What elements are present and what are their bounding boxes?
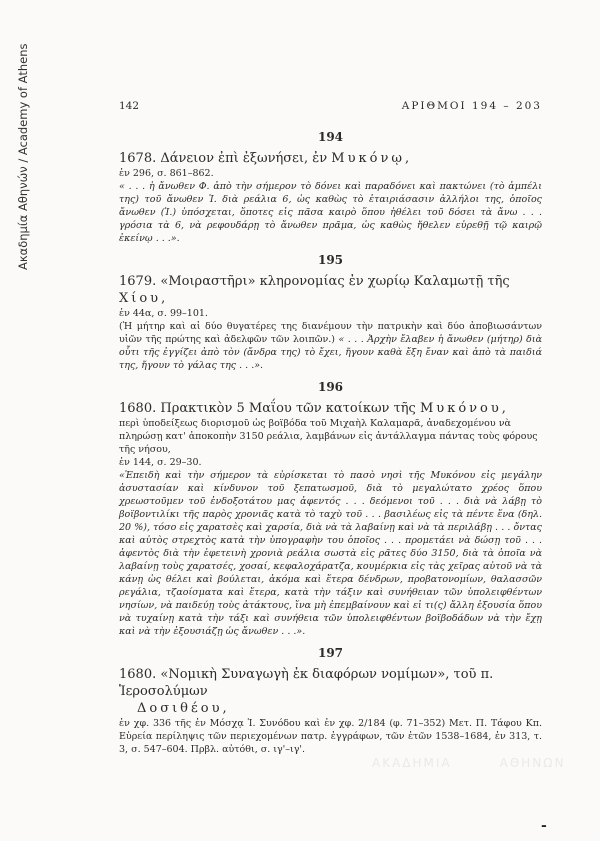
entry-title bbox=[119, 666, 542, 700]
entry-195 bbox=[119, 253, 542, 372]
entry-194 bbox=[119, 130, 542, 245]
section-number: 196 bbox=[317, 380, 344, 394]
entry-number: 1679. bbox=[119, 274, 157, 289]
entry-reference: ἐν 44α, σ. 99–101. bbox=[119, 308, 208, 319]
entry-197 bbox=[119, 646, 542, 756]
page-header bbox=[119, 100, 542, 114]
running-title: ΑΡΙΘΜΟΙ 194 – 203 bbox=[401, 100, 542, 112]
entry-reference: ἐν 296, σ. 861–862. bbox=[119, 168, 214, 179]
entry-quote: « . . . Ἀρχὴν ἔλαβεν ἡ ἄνωθεν (μήτηρ) διὰ οὗτι τῆς ἐγγίζει ἀπὸ τὸν (ἄνδρα της) τὸ ἔχει, ἤγουν καθὰ ἔξη ἔναν καὶ ἀπὸ τὰ παιδιά της, ἤγουν τὸ γάλας της . . .». bbox=[119, 334, 542, 371]
entry-title bbox=[119, 400, 542, 417]
entry-title-text: «Νομικὴ Συναγωγὴ ἐκ διαφόρων νομίμων», τοῦ π. Ἱεροσολύμων bbox=[119, 667, 494, 699]
entry-number: 1678. bbox=[119, 151, 157, 166]
page-content bbox=[119, 122, 542, 760]
archive-side-label bbox=[2, 42, 30, 272]
entry-title-text: «Μοιραστῆρι» κληρονομίας ἐν χωρίῳ Καλαμωτῇ τῆς bbox=[160, 274, 510, 289]
entry-note-text: (Ἡ μήτηρ καὶ αἱ δύο θυγατέρες της διανέμουν τὴν πατρικὴν καὶ δύο ἀποβιωσάντων υἱῶν τῆς πρώτης καὶ ἀδελφῶν τῶν λοιπῶν.) bbox=[119, 321, 542, 345]
footer-mark: - bbox=[541, 818, 547, 834]
entry-place: Χίου, bbox=[119, 291, 169, 306]
entry-title-continuation bbox=[119, 700, 542, 717]
entry-note bbox=[119, 320, 542, 372]
entry-place: Μυκόνου, bbox=[419, 401, 509, 416]
entry-quote: «Ἐπειδὴ καὶ τὴν σήμερον τὰ εὑρίσκεται τὸ πασὸ νησὶ τῆς Μυκόνου εἰς μεγάλην ἀσυστασίαν καὶ κίνδυνον τοῦ ξεπατωσμοῦ, διὰ τὸ μεγαλώτατο χρέος ὅπου χρεωστοῦμεν τοῦ ἐνδοξοτάτου μας ἀφεντός . . . δεόμενοι τοῦ . . . διὰ νὰ λάβῃ τὸ βοϊβοντιλίκι τῆς παρὸς χρονιᾶς κατὰ τὸ ταχὺ τοῦ . . . βασιλέως εἰς τὰ πέντε ἕνα (δηλ. 20 %), τόσο εἰς χαρατσὲς καὶ χαρσία, διὰ νὰ τὰ λαβαίνῃ καὶ νὰ τὰ περιλάβῃ . . . ὄντας καὶ αὐτὸς στρεχτὸς κατὰ τὴν ὑπογραφὴν του ὁποῖος . . . προμετάει νὰ δώσῃ τοῦ . . . ἀφεντὸς διὰ τὴν ἐφετεινὴ χρονιὰ ρεάλια σωστὰ εἰς ρᾶτες δύο 3150, διὰ τὰ ὁποῖα νὰ λαβαίνῃ τοὺς χαρατσές, χοσαί, κεφαλοχάρατζα, κουμέρκια εἰς τὰς χεῖρας αὐτοῦ νὰ τὰ κάνῃ ὡς θέλει καὶ βούλεται, ἀκόμα καὶ ἕτερα δένδρων, προβατονομίων, θαλασσῶν ρεγάλια, τζαοίσματα καὶ ἕτερα, κατὰ τὴν τάξιν καὶ συνήθειαν τῶν ὑπολειφθέντων νησίων, νὰ παιδεύῃ τοὺς ἀτάκτους, ἵνα μὴ ἐπεμβαίνουν καὶ εἰ τι(ς) ἄλλη ἐξουσία ὅπου νὰ τυχαίνῃ κατὰ τὴν τάξι καὶ συνήθεια τῶν ὑπολειφθέντων βοϊβοδάδων νὰ τὴν ἔχῃ καὶ νὰ τὴν ἐξουσιάζῃ ὡς ἄνωθεν . . .». bbox=[119, 470, 542, 637]
watermark-left: ΑΚΑΔΗΜΙΑ bbox=[372, 756, 452, 770]
entry-title bbox=[119, 150, 542, 167]
section-number: 197 bbox=[317, 646, 344, 660]
entry-reference: ἐν 144, σ. 29–30. bbox=[119, 457, 202, 468]
entry-description: περὶ ὑποδείξεως διορισμοῦ ὡς βοϊβόδα τοῦ Μιχαὴλ Καλαμαρᾶ, ἀναδεχομένου νὰ πληρώσῃ κατ' ἀποκοπὴν 3150 ρεάλια, λαμβάνων εἰς ἀντάλλαγμα πάντας τοὺς φόρους τῆς νήσου, bbox=[119, 418, 538, 455]
page-number: 142 bbox=[119, 100, 140, 112]
entry-196 bbox=[119, 380, 542, 638]
entry-title-text: Πρακτικὸν 5 Μαΐου τῶν κατοίκων τῆς bbox=[160, 401, 416, 416]
watermark-right: ΑΘΗΝΩΝ bbox=[499, 756, 566, 770]
entry-author: Δοσιθέου, bbox=[137, 701, 230, 716]
entry-title-text: Δάνειον ἐπὶ ἐξωνήσει, ἐν bbox=[160, 151, 328, 166]
entry-text: ἐν χφ. 336 τῆς ἐν Μόσχᾳ Ἱ. Συνόδου καὶ ἐν χφ. 2/184 (φ. 71–352) Μετ. Π. Τάφου Κπ. Εὑρεία περίληψις τῶν περιεχομένων πατρ. ἐγγράφων, τῶν ἐτῶν 1538–1684, ἐν 313, τ. 3, σ. 547–604. Πρβλ. αὐτόθι, σ. ιγ'–ιγ'. bbox=[119, 718, 542, 755]
entry-place: Μυκόνῳ, bbox=[331, 151, 413, 166]
entry-quote: « . . . ἡ ἄνωθεν Φ. ἀπὸ τὴν σήμερον τὸ δόνει καὶ παραδόνει καὶ πακτώνει (τὸ ἀμπέλι της) τοῦ ἄνωθεν Ἰ. διὰ ρεάλια 6, ὡς καθὼς τὸ ἐταιριάσασιν ἀλλήλοι της, ὁποῖος ἄνωθεν (Ἰ.) ὑπόσχεται, ὅποτες εἰς πᾶσα καιρὸ ὅπου ἠθέλει τοῦ δόσει τὰ ἄνω . . . γρόσια τὰ 6, νὰ ρεφουδάρῃ τὸ ἄνωθεν πρᾶμα, ὡς καθὼς ἤθελεν εὑρεθῇ τῷ καιρῷ ἐκείνῳ . . .». bbox=[119, 181, 542, 244]
section-number: 194 bbox=[317, 130, 344, 144]
entry-number: 1680. bbox=[119, 401, 157, 416]
academy-watermark bbox=[372, 756, 565, 770]
section-number: 195 bbox=[317, 253, 344, 267]
archive-side-label-text: Ακαδημία Αθηνών / Academy of Athens bbox=[16, 43, 30, 270]
entry-title bbox=[119, 273, 542, 307]
entry-number: 1680. bbox=[119, 667, 157, 682]
